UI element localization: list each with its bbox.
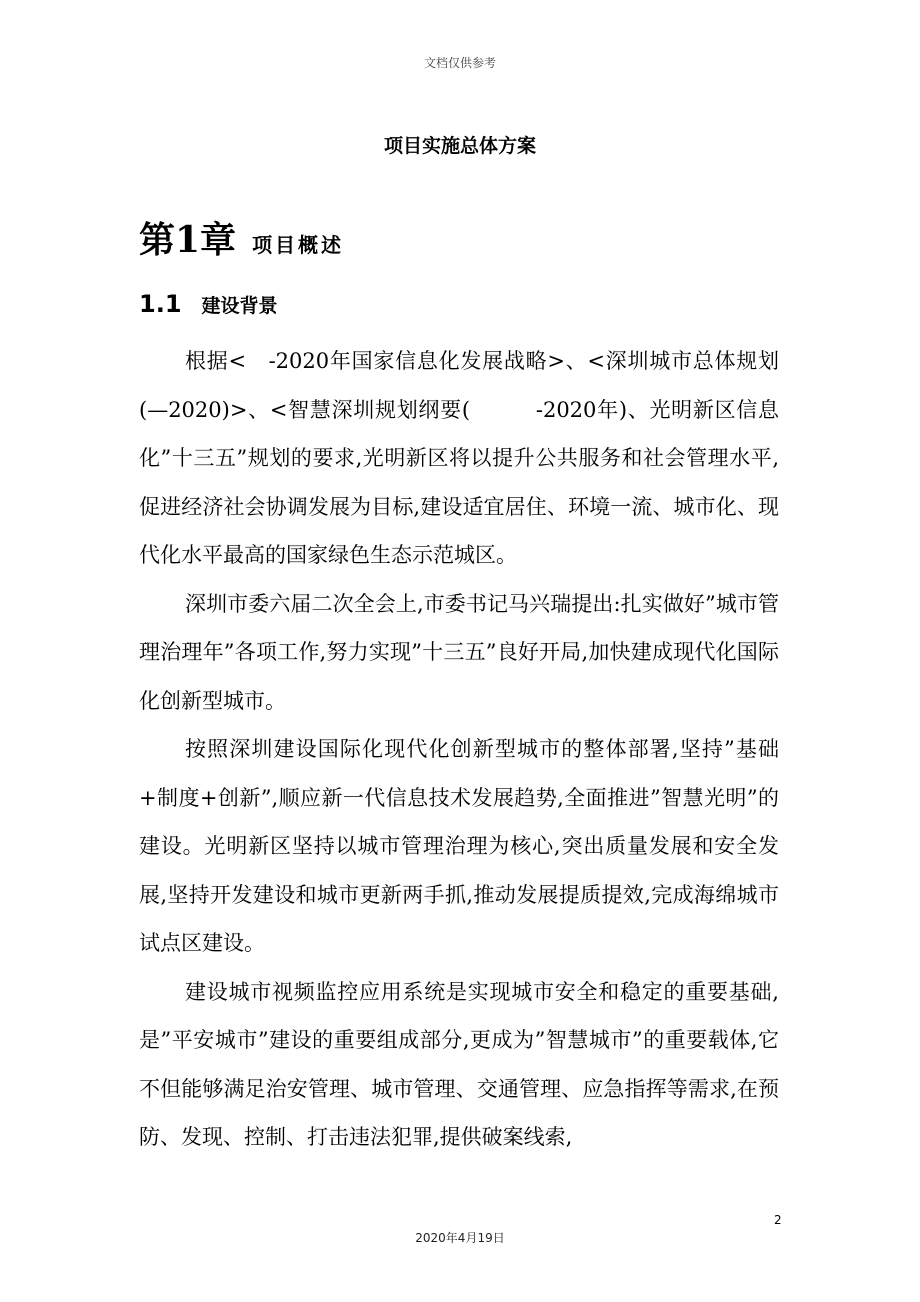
page-number: 2 (774, 1213, 782, 1227)
footer-date: 2020年4月19日 (415, 1231, 505, 1245)
paragraph-4: 建设城市视频监控应用系统是实现城市安全和稳定的重要基础,是”平安城市”建设的重要组成部分,更成为”智慧城市”的重要载体,它不但能够满足治安管理、城市管理、交通管理、应急指挥等需求,在预防、发现、控制、打击违法犯罪,提供破案线索, (139, 979, 779, 1149)
section-heading (139, 290, 278, 318)
section-number: 1.1 (139, 290, 182, 318)
paragraph-3: 按照深圳建设国际化现代化创新型城市的整体部署,坚持”基础+制度+创新”,顺应新一代信息技术发展趋势,全面推进”智慧光明”的建设。光明新区坚持以城市管理治理为核心,突出质量发展和安全发展,坚持开发建设和城市更新两手抓,推动发展提质提效,完成海绵城市试点区建设。 (139, 737, 779, 955)
paragraph-1: 根据< -2020年国家信息化发展战略>、<深圳城市总体规划(—2020)>、<智慧深圳规划纲要( -2020年)、光明新区信息化”十三五”规划的要求,光明新区将以提升公共服务和社会管理水平,促进经济社会协调发展为目标,建设适宜居住、环境一流、城市化、现代化水平最高的国家绿色生态示范城区。 (139, 349, 779, 567)
chapter-heading (139, 212, 344, 263)
paragraph-2: 深圳市委六届二次全会上,市委书记马兴瑞提出:扎实做好”城市管理治理年”各项工作,努力实现”十三五”良好开局,加快建成现代化国际化创新型城市。 (139, 591, 779, 713)
document-title: 项目实施总体方案 (383, 135, 536, 157)
section-title: 建设背景 (201, 295, 278, 317)
chapter-title: 项目概述 (252, 233, 345, 257)
chapter-number: 第1章 (139, 219, 237, 261)
header-note: 文档仅供参考 (423, 56, 496, 70)
body-text (139, 337, 779, 1162)
